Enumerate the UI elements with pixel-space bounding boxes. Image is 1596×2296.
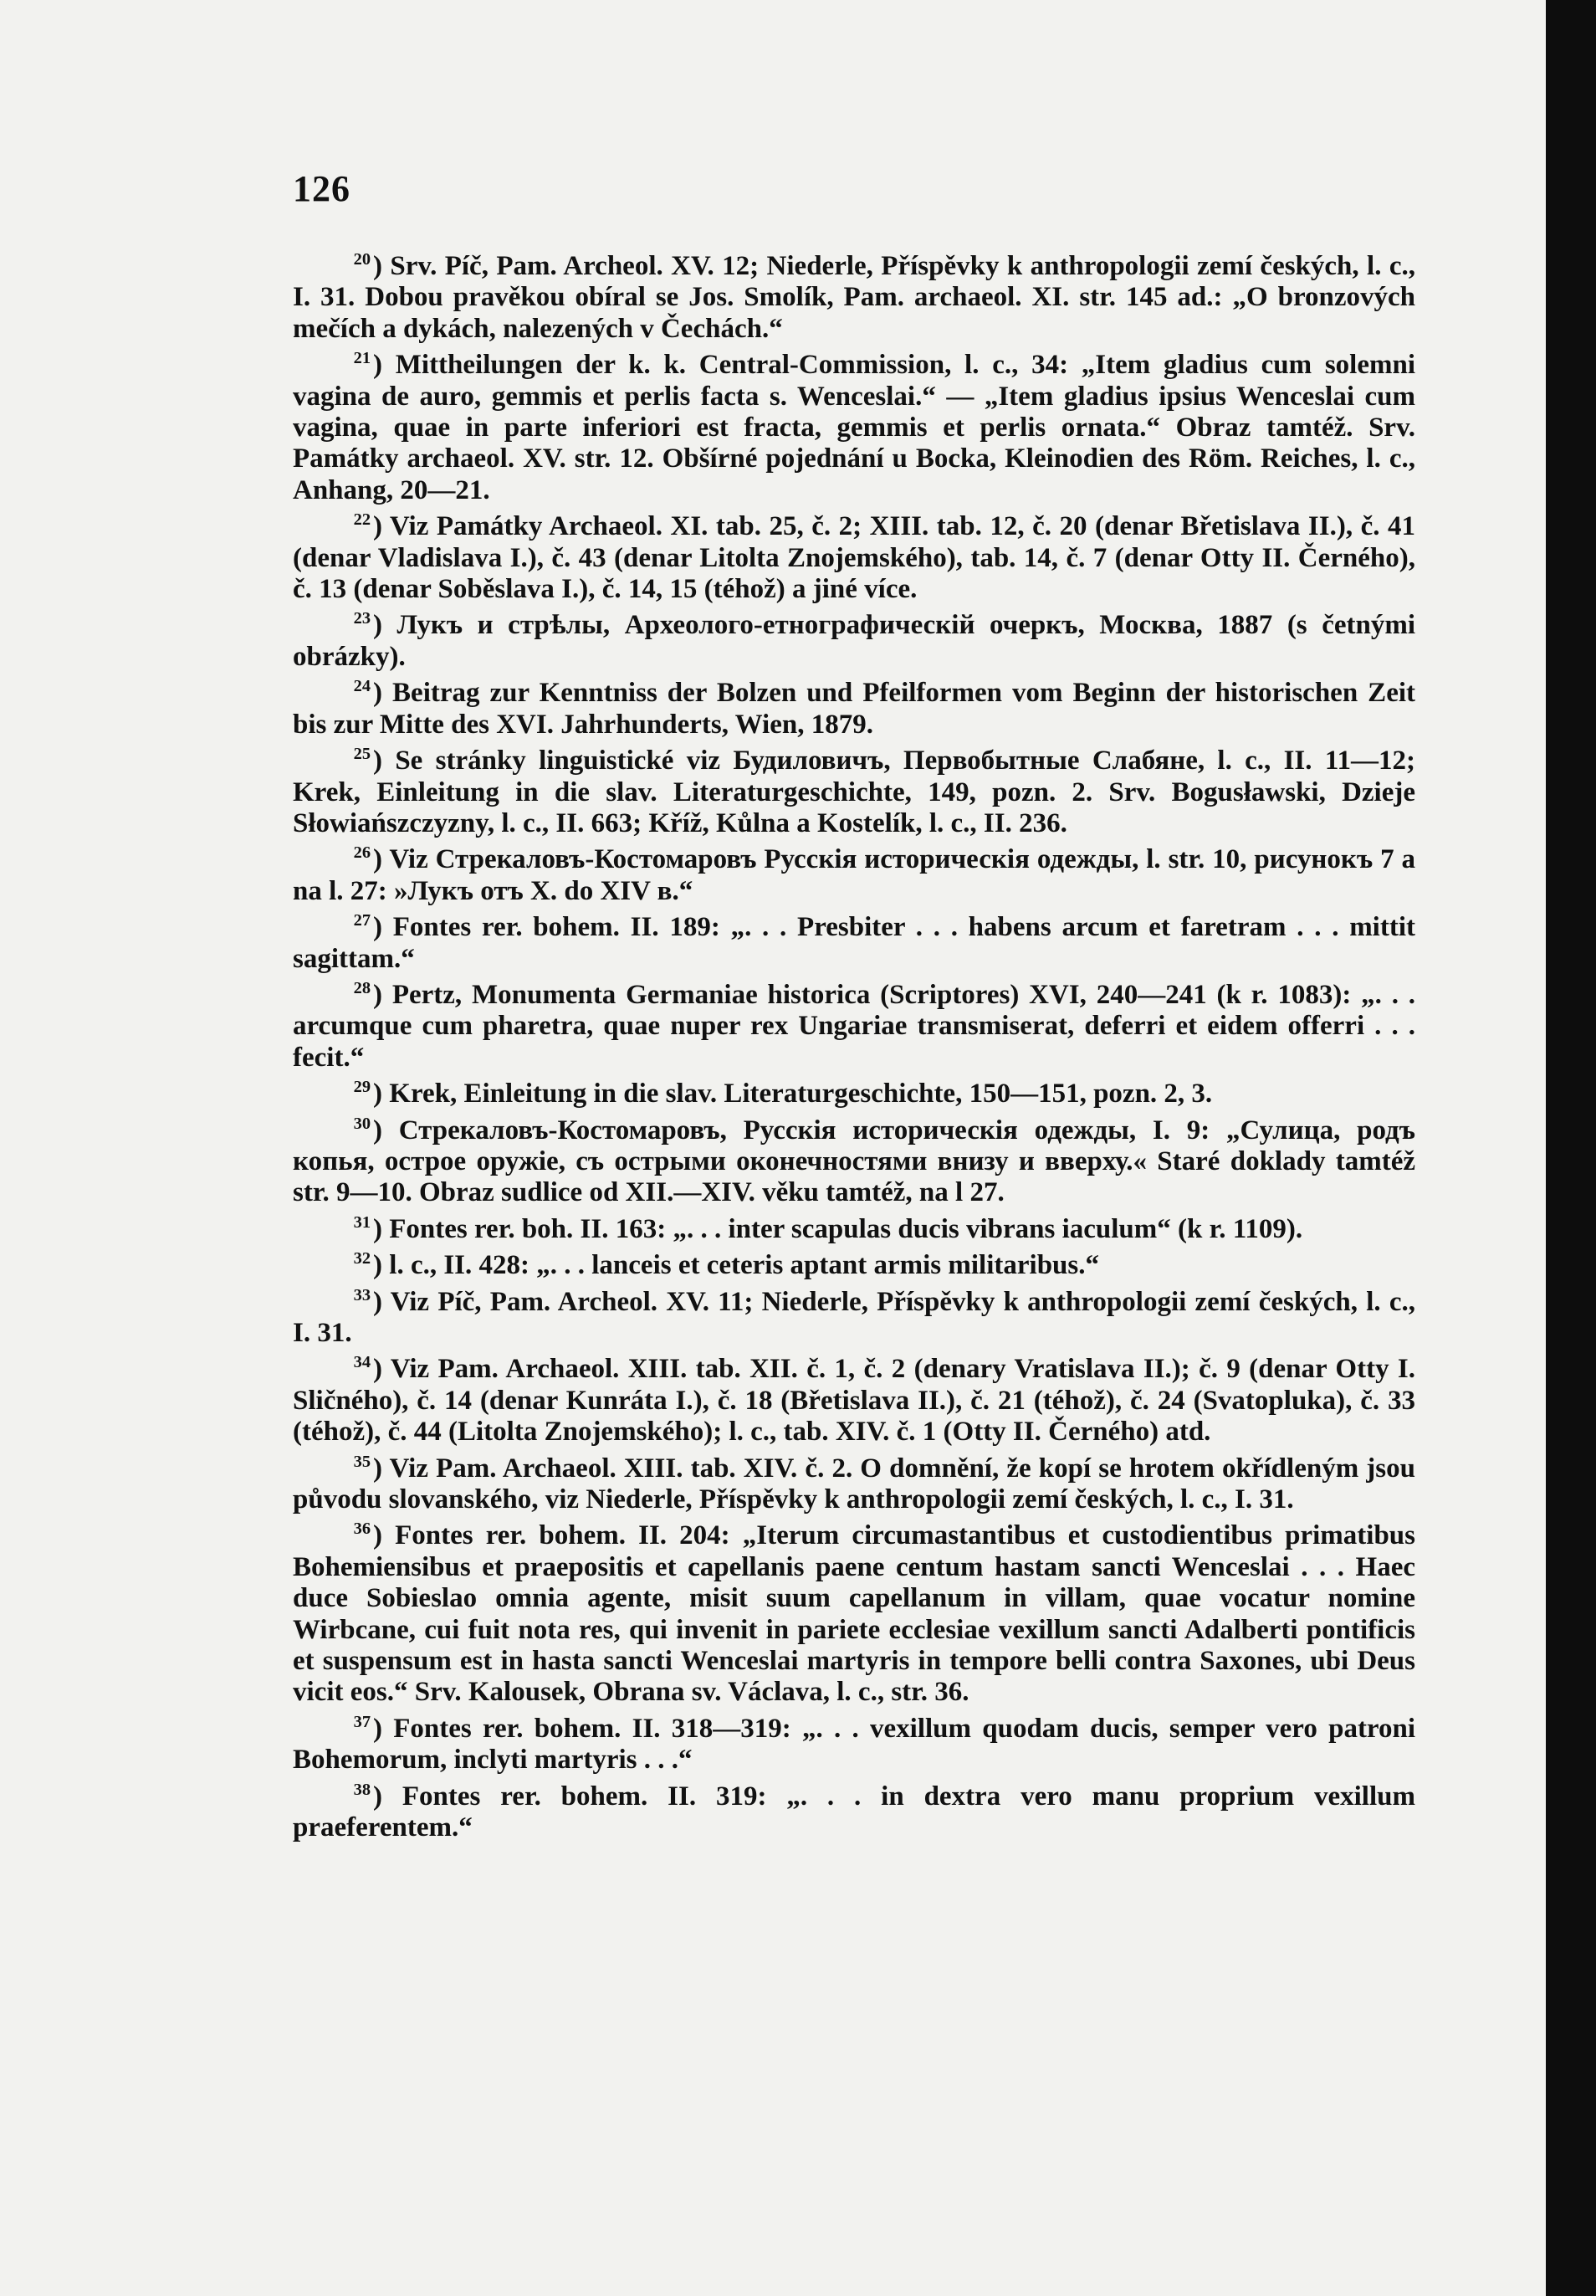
footnote-text: ) Viz Pam. Archaeol. XIII. tab. XII. č. 1, č. 2 (denary Vratislava II.); č. 9 (denar Otty I. Sličného), č. 14 (denar Kunráta I.), č. 18 (Břetislava II.), č. 21 (téhož), č. 24 (Svatopluka), č. 33 (téhož), č. 44 (Litolta Znojemského); l. c., tab. XIV. č. 1 (Otty II. Černého) atd. bbox=[293, 1354, 1415, 1448]
footnote bbox=[293, 610, 1415, 673]
footnote-text: ) Fontes rer. bohem. II. 189: „. . . Presbiter . . . habens arcum et faretram . . . mittit sagittam.“ bbox=[293, 912, 1415, 974]
footnote bbox=[293, 251, 1415, 345]
footnote-number: 21 bbox=[353, 349, 371, 368]
footnote-number: 22 bbox=[353, 510, 371, 530]
footnote-text: ) Beitrag zur Kenntniss der Bolzen und Pfeilformen vom Beginn der historischen Zeit bis zur Mitte des XVI. Jahrhunderts, Wien, 1879. bbox=[293, 678, 1415, 740]
footnote-text: ) Srv. Píč, Pam. Archeol. XV. 12; Niederle, Příspěvky k anthropologii zemí českých, l. c., I. 31. Dobou pravěkou obíral se Jos. Smolík, Pam. archaeol. XI. str. 145 ad.: „O bronzových mečích a dykách, nalezených v Čechách.“ bbox=[293, 251, 1415, 344]
footnote-text: ) Viz Стрекаловъ-Костомаровъ Русскія историческія одежды, l. str. 10, рисунокъ 7 a na l. 27: »Лукъ отъ X. do XIV в.“ bbox=[293, 844, 1415, 906]
footnote-text: ) Mittheilungen der k. k. Central-Commission, l. c., 34: „Item gladius cum solemni vagina de auro, gemmis et perlis facta s. Wenceslai.“ — „Item gladius ipsius Wenceslai cum vagina, quae in parte inferiori est fracta, gemmis et perlis ornata.“ Obraz tamtéž. Srv. Památky archaeol. XV. str. 12. Obšírné pojednání u Bocka, Kleinodien des Röm. Reiches, l. c., Anhang, 20—21. bbox=[293, 350, 1415, 505]
footnote-text: ) Viz Památky Archaeol. XI. tab. 25, č. 2; XIII. tab. 12, č. 20 (denar Břetislava II.), č. 41 (denar Vladislava I.), č. 43 (denar Litolta Znojemského), tab. 14, č. 7 (denar Otty II. Černého), č. 13 (denar Soběslava I.), č. 14, 15 (téhož) a jiné více. bbox=[293, 511, 1415, 605]
footnote-text: ) Viz Pam. Archaeol. XIII. tab. XIV. č. 2. O domnění, že kopí se hrotem okřídleným jsou původu slovanského, viz Niederle, Příspěvky k anthropologii zemí českých, l. c., I. 31. bbox=[293, 1453, 1415, 1515]
footnote-number: 24 bbox=[353, 677, 371, 696]
footnote bbox=[293, 1214, 1415, 1245]
footnote-number: 34 bbox=[353, 1353, 371, 1372]
footnote-number: 31 bbox=[353, 1212, 371, 1232]
footnote-number: 28 bbox=[353, 978, 371, 997]
footnote bbox=[293, 1250, 1415, 1281]
footnote bbox=[293, 1079, 1415, 1110]
footnote-text: ) Se stránky linguistické viz Будиловичъ, Первобытные Слабяне, l. c., II. 11—12; Krek, Einleitung in die slav. Literaturgeschichte, 149, pozn. 2. Srv. Bogusławski, Dzieje Słowiańszczyzny, l. c., II. 663; Kříž, Kůlna a Kostelík, l. c., II. 236. bbox=[293, 746, 1415, 838]
footnote-text: ) l. c., II. 428: „. . . lanceis et ceteris aptant armis militaribus.“ bbox=[373, 1250, 1099, 1281]
footnote-number: 32 bbox=[353, 1249, 371, 1268]
footnote-number: 20 bbox=[353, 250, 371, 269]
scan-border bbox=[1546, 0, 1596, 2296]
footnote bbox=[293, 350, 1415, 506]
footnote-text: ) Fontes rer. bohem. II. 319: „. . . in dextra vero manu proprium vexillum praeferentem.“ bbox=[293, 1781, 1415, 1843]
footnote-number: 35 bbox=[353, 1452, 371, 1471]
footnote bbox=[293, 1453, 1415, 1516]
footnote-text: ) Стрекаловъ-Костомаровъ, Русскія историческія одежды, I. 9: „Сулица, родъ копья, острое оружіе, съ острыми оконечностями внизу и вверху.« Staré doklady tamtéž str. 9—10. Obraz sudlice od XII.—XIV. věku tamtéž, na l 27. bbox=[293, 1115, 1415, 1208]
footnote-number: 23 bbox=[353, 609, 371, 628]
footnote bbox=[293, 678, 1415, 741]
footnote bbox=[293, 912, 1415, 975]
footnote-number: 30 bbox=[353, 1114, 371, 1133]
footnote-text: ) Fontes rer. boh. II. 163: „. . . inter scapulas ducis vibrans iaculum“ (k r. 1109). bbox=[373, 1213, 1303, 1244]
footnote-number: 36 bbox=[353, 1520, 371, 1539]
footnote-text: ) Krek, Einleitung in die slav. Literaturgeschichte, 150—151, pozn. 2, 3. bbox=[373, 1079, 1213, 1110]
footnote-number: 27 bbox=[353, 911, 371, 930]
footnote-text: ) Pertz, Monumenta Germaniae historica (Scriptores) XVI, 240—241 (k r. 1083): „. . . arcumque cum pharetra, quae nuper rex Ungariae transmiserat, deferri et eidem offerri . . . fecit.“ bbox=[293, 979, 1415, 1073]
footnote bbox=[293, 1354, 1415, 1448]
footnote-number: 38 bbox=[353, 1780, 371, 1799]
footnote bbox=[293, 1520, 1415, 1708]
footnote-number: 25 bbox=[353, 745, 371, 764]
footnote-text: ) Fontes rer. bohem. II. 318—319: „. . . vexillum quodam ducis, semper vero patroni Bohemorum, inclyti martyris . . .“ bbox=[293, 1713, 1415, 1776]
footnote-text: ) Viz Píč, Pam. Archeol. XV. 11; Niederle, Příspěvky k anthropologii zemí českých, l. c., I. 31. bbox=[293, 1286, 1415, 1348]
footnote bbox=[293, 1287, 1415, 1350]
footnote bbox=[293, 844, 1415, 907]
footnote bbox=[293, 1781, 1415, 1844]
footnote-number: 26 bbox=[353, 843, 371, 863]
footnotes bbox=[293, 251, 1415, 1849]
footnote bbox=[293, 746, 1415, 839]
footnote bbox=[293, 1714, 1415, 1776]
footnote-text: ) Fontes rer. bohem. II. 204: „Iterum circumastantibus et custodientibus primatibus Bohemiensibus et praepositis et capellanis paene centum hastam sancti Wenceslai . . . Haec duce Sobieslao omnia agente, misit suum capellanum in villam, quae vocatur nomine Wirbcane, cui fuit nota res, qui invenit in pariete ecclesiae vexillum sancti Adalberti pontificis et suspensum est in hasta sancti Wenceslai martyris in tempore belli contra Saxones, ubi Deus vicit eos.“ Srv. Kalousek, Obrana sv. Václava, l. c., str. 36. bbox=[293, 1520, 1415, 1708]
footnote bbox=[293, 1115, 1415, 1209]
footnote-number: 37 bbox=[353, 1712, 371, 1731]
page-number: 126 bbox=[293, 168, 350, 209]
footnote-text: ) Лукъ и стрѣлы, Археолого-етнографическій очеркъ, Москва, 1887 (s četnými obrázky). bbox=[293, 610, 1415, 672]
footnote-number: 33 bbox=[353, 1285, 371, 1304]
footnote bbox=[293, 511, 1415, 605]
footnote bbox=[293, 980, 1415, 1074]
footnote-number: 29 bbox=[353, 1078, 371, 1097]
